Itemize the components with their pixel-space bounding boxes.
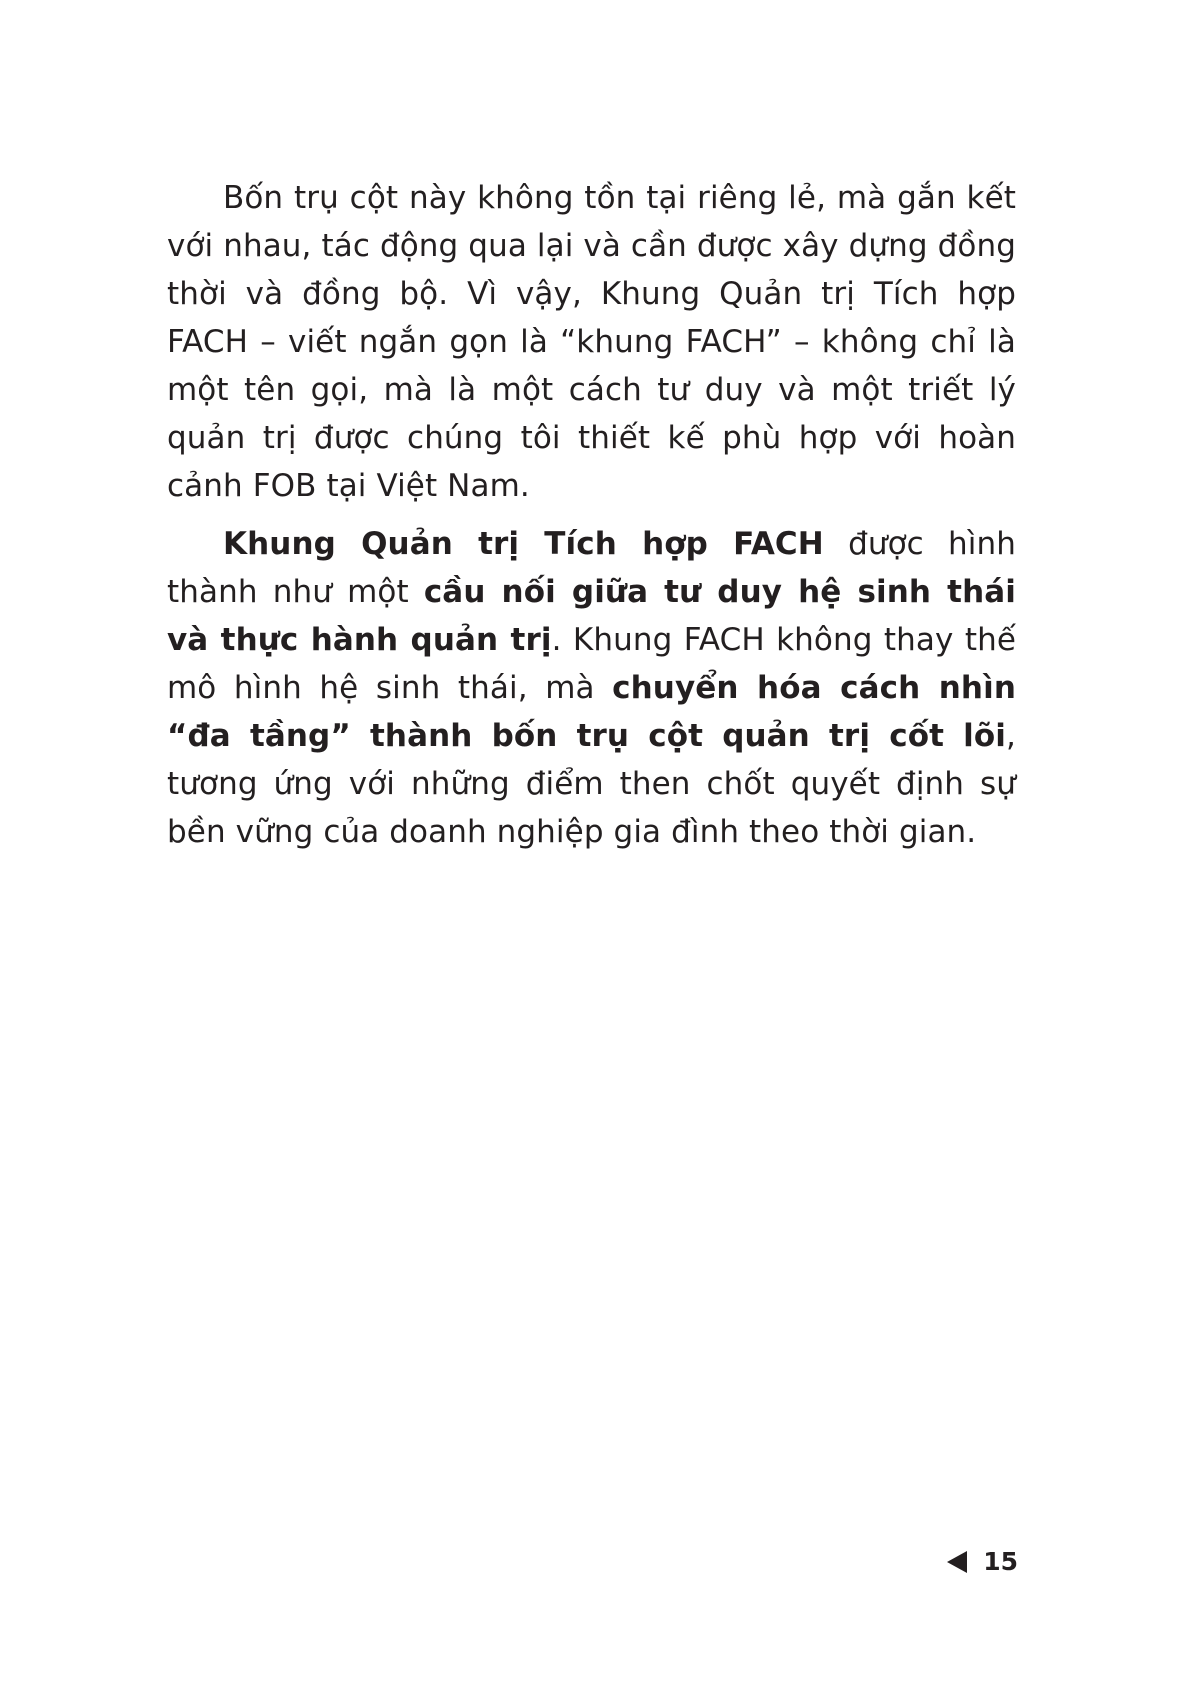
- paragraph-1: [167, 174, 1016, 510]
- paragraph-2: [167, 520, 1016, 856]
- paragraph-2-text-2: . Khung FACH không thay thế mô hình hệ sinh thái, mà: [167, 622, 1016, 706]
- page-footer: [947, 1547, 1018, 1577]
- page-number: 15: [983, 1547, 1018, 1576]
- bold-phrase-bridge: cầu nối giữa tư duy hệ sinh thái và thực hành quản trị: [167, 574, 1016, 658]
- body-text: [167, 174, 1016, 856]
- left-triangle-icon: [947, 1551, 967, 1573]
- paragraph-2-text-1: được hình thành như một: [167, 526, 1016, 610]
- bold-phrase-fach-framework: Khung Quản trị Tích hợp FACH: [223, 526, 824, 562]
- paragraph-2-text-3: , tương ứng với những điểm then chốt quyết định sự bền vững của doanh nghiệp gia đình theo thời gian.: [167, 718, 1016, 850]
- bold-phrase-four-pillars: chuyển hóa cách nhìn “đa tầng” thành bốn trụ cột quản trị cốt lõi: [167, 670, 1016, 754]
- paragraph-1-text: Bốn trụ cột này không tồn tại riêng lẻ, mà gắn kết với nhau, tác động qua lại và cần được xây dựng đồng thời và đồng bộ. Vì vậy, Khung Quản trị Tích hợp FACH – viết ngắn gọn là “khung FACH” – không chỉ là một tên gọi, mà là một cách tư duy và một triết lý quản trị được chúng tôi thiết kế phù hợp với hoàn cảnh FOB tại Việt Nam.: [167, 180, 1016, 504]
